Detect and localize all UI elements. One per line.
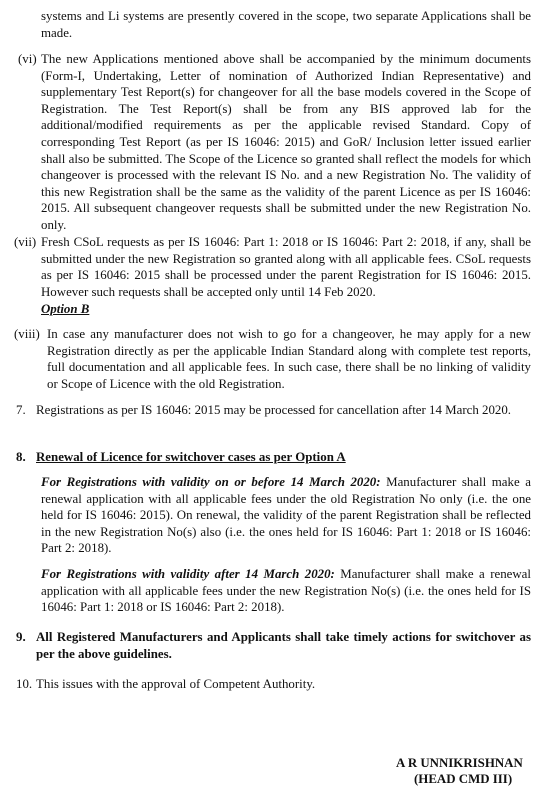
item-viii-text: In case any manufacturer does not wish to go for a changeover, he may apply for a new Registration directly as per the applicable Indian Standard along with complete test reports, full documentation and all applicable fees. In such case, there shall be no linking of validity or Scope of Licence with the old Registration. (47, 327, 531, 391)
item-viii-label: (viii) (14, 327, 40, 341)
section-10-text: This issues with the approval of Competent Authority. (36, 677, 316, 691)
section-8-paragraph-2 (41, 566, 531, 616)
section-7-number: 7. (16, 403, 26, 417)
section-8-number: 8. (16, 450, 26, 464)
section-8-paragraph-2-lead: For Registrations with validity after 14 March 2020: (41, 567, 335, 581)
signatory-title: (HEAD CMD III) (414, 772, 513, 786)
item-vi-text: The new Applications mentioned above shall be accompanied by the minimum documents (Form-I, Undertaking, Letter of nomination of Authorized Indian Representative) and supplementary Test Report(s) for changeover for all the base models covered in the Scope of Registration. The Test Report(s) shall be from any BIS approved lab for the additional/modified requirements as per the applicable revised Standard. Copy of corresponding Test Report (as per IS 16046: 2015) and GoR/ Inclusion letter issued earlier shall also be submitted. The Scope of the Licence so granted shall reflect the models for which changeover is processed with the relevant IS No. and a new Registration No. The validity of this new Registration shall be the same as the validity of the parent Licence as per IS 16046: 2015. All subsequent changeover requests shall be submitted under the new Registration No. only. (41, 52, 531, 232)
signatory-name: A R UNNIKRISHNAN (396, 756, 523, 770)
intro-paragraph: systems and Li systems are presently covered in the scope, two separate Applications shall be made. (41, 9, 531, 40)
section-8-paragraph-1 (41, 474, 531, 557)
section-7-text: Registrations as per IS 16046: 2015 may be processed for cancellation after 14 March 2020. (36, 403, 512, 417)
item-vi-label: (vi) (18, 52, 37, 66)
section-8-heading: Renewal of Licence for switchover cases as per Option A (36, 450, 346, 464)
section-8-paragraph-1-body: Manufacturer shall make a renewal application with all applicable fees under the old Registration No only (i.e. the one held for IS 16046: 2015). On renewal, the validity of the parent Registration shall be reflected in the new Registration No(s) also (i.e. the ones held for IS 16046: Part 1: 2018 or IS 16046: Part 2: 2018). (41, 475, 531, 556)
item-vii-text: Fresh CSoL requests as per IS 16046: Part 1: 2018 or IS 16046: Part 2: 2018, if any, shall be submitted under the new Registration so granted along with all applicable fees. CSoL requests as per IS 16046: 2015 shall be processed under the parent Registration for IS 16046: 2015. However such requests shall be accepted only until 14 Feb 2020. (41, 235, 531, 299)
section-8-paragraph-2-body: Manufacturer shall make a renewal application with all applicable fees under the new Registration No(s) (i.e. the ones held for IS 16046: Part 1: 2018 or IS 16046: Part 2: 2018). (41, 567, 531, 615)
section-9-text: All Registered Manufacturers and Applicants shall take timely actions for switchover as per the above guidelines. (36, 630, 531, 661)
item-vii-label: (vii) (14, 235, 37, 249)
option-b-heading: Option B (41, 302, 90, 316)
section-10-number: 10. (16, 677, 33, 691)
section-9-number: 9. (16, 630, 26, 644)
section-8-paragraph-1-lead: For Registrations with validity on or before 14 March 2020: (41, 475, 381, 489)
